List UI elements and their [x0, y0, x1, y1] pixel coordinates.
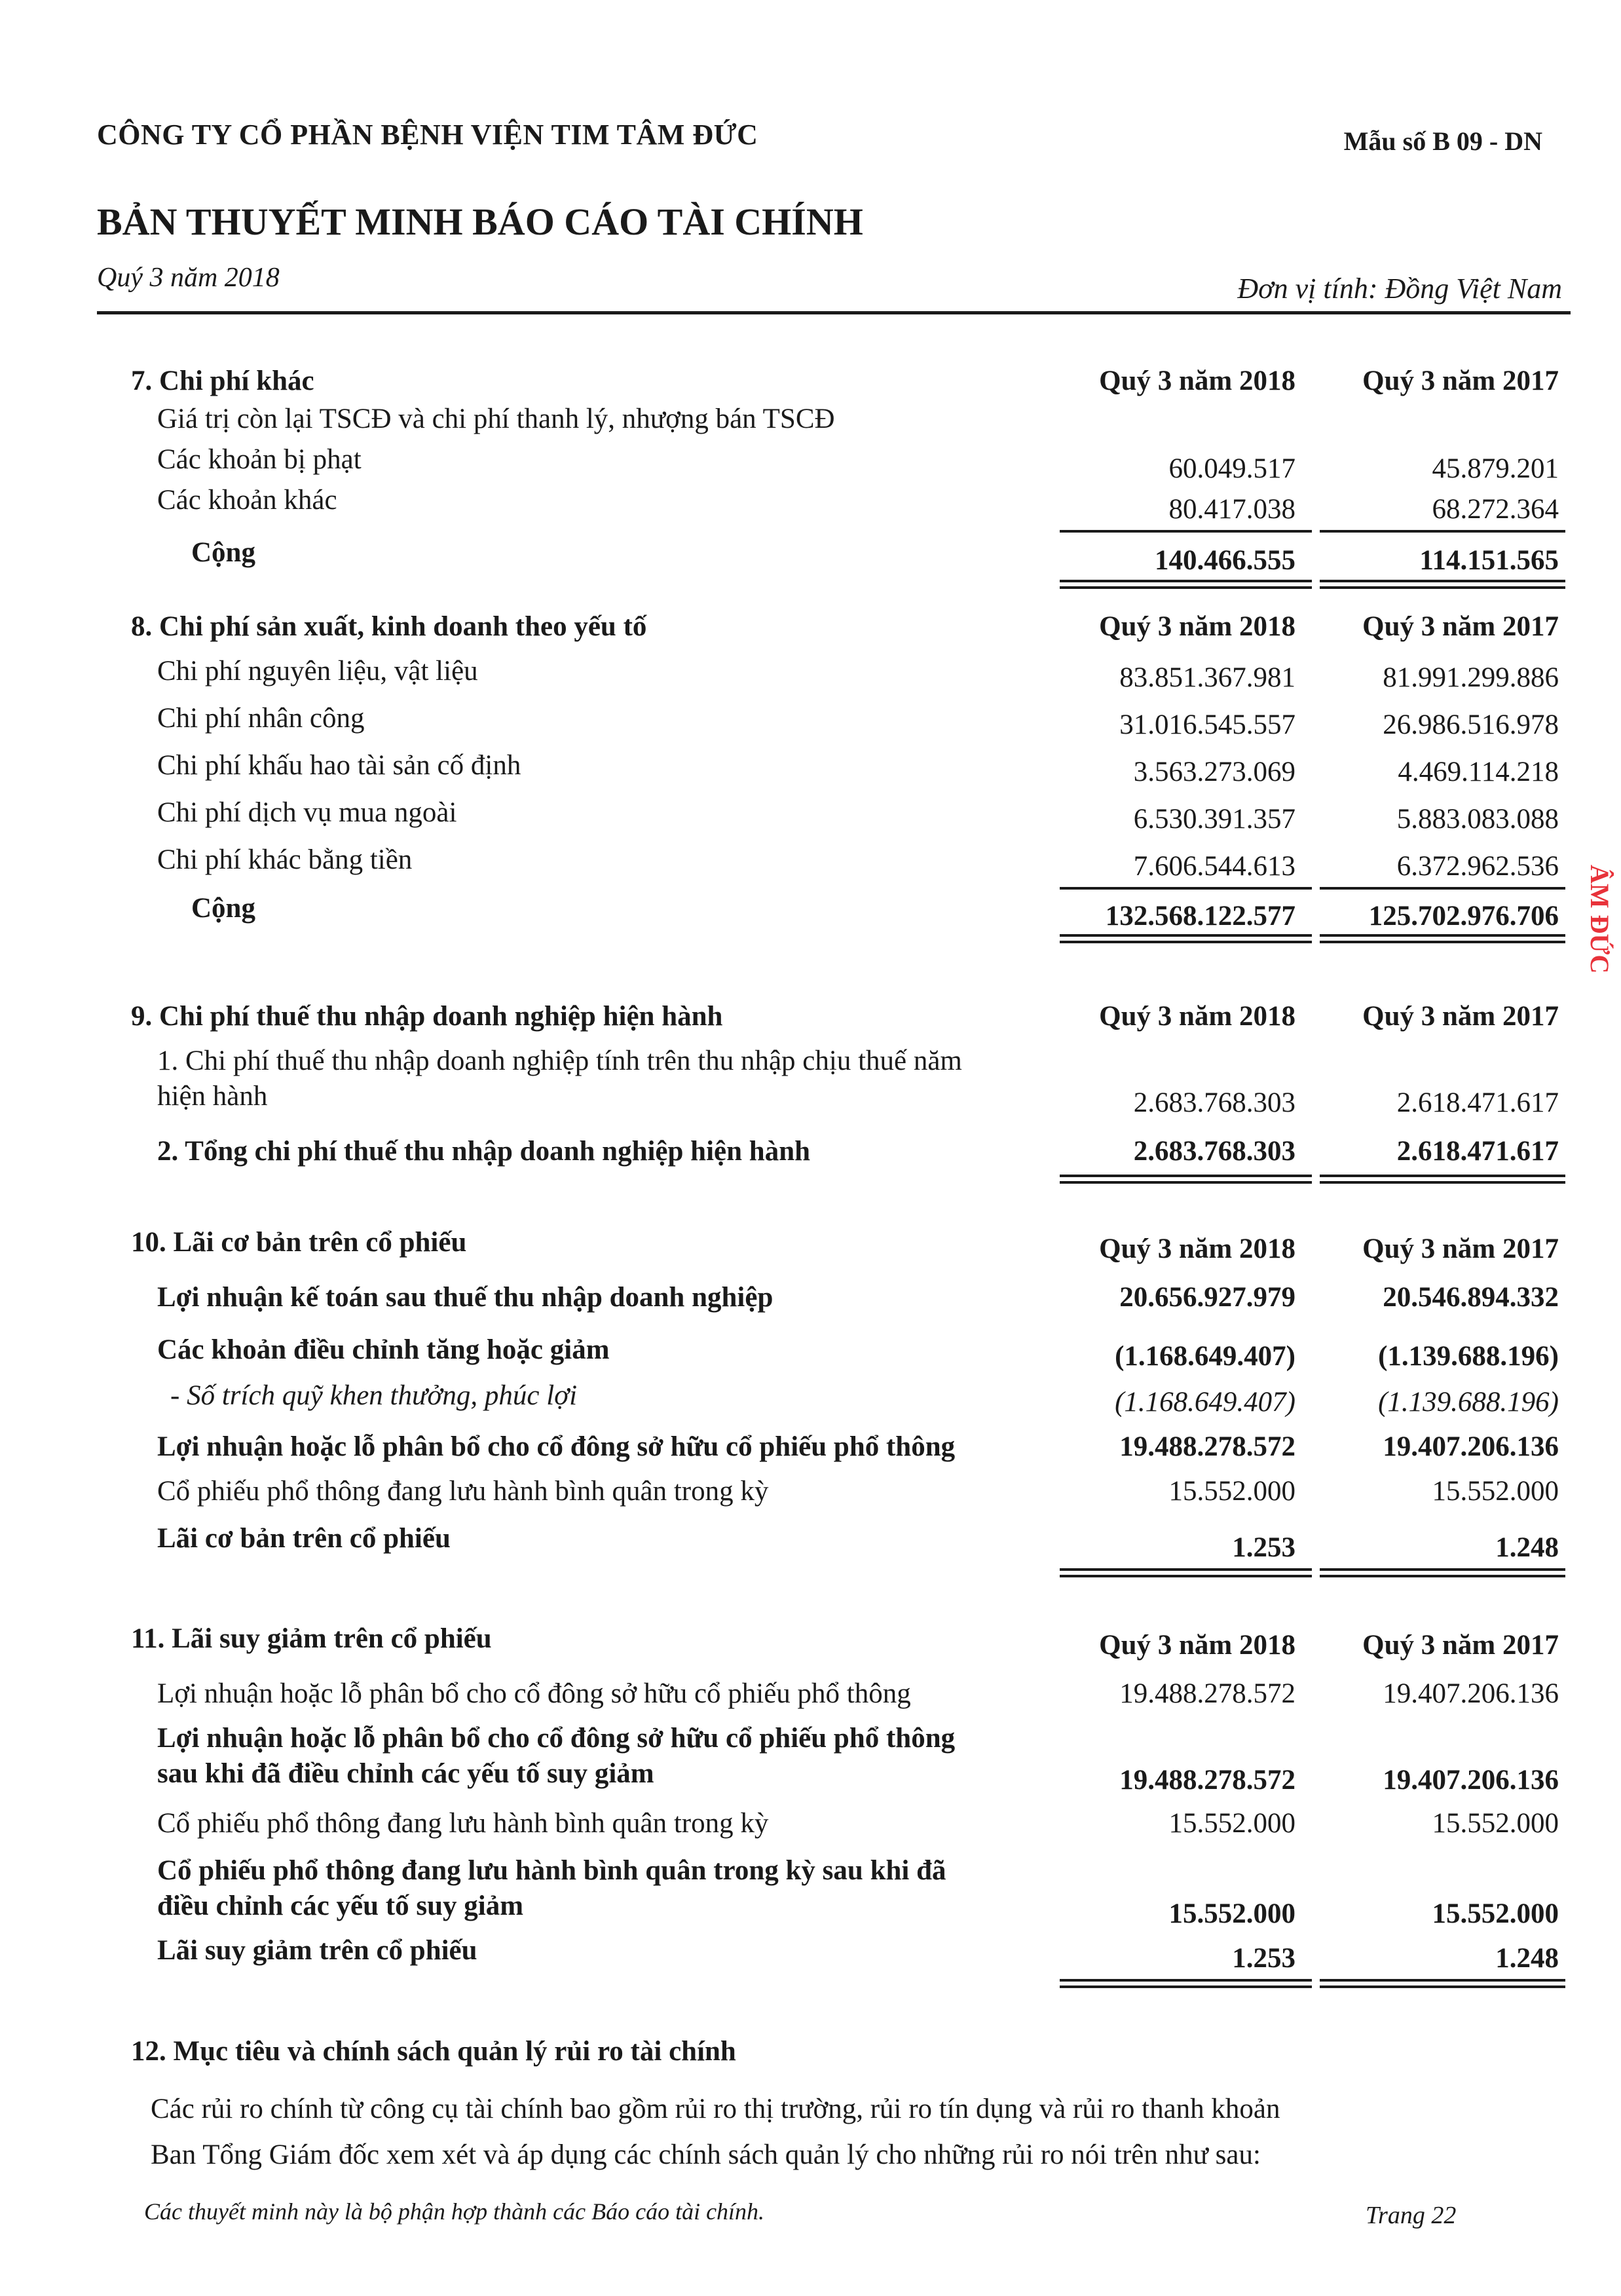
col-header-2018: Quý 3 năm 2018 — [1099, 611, 1295, 642]
table-row — [118, 442, 1565, 484]
section-header — [118, 1621, 1565, 1661]
value-2017: 68.272.364 — [1432, 494, 1559, 525]
row-label: Lãi suy giảm trên cổ phiếu — [157, 1935, 477, 1966]
form-number: Mẫu số B 09 - DN — [1343, 126, 1542, 156]
total-2018: 132.568.122.577 — [1105, 901, 1295, 932]
value-2017: 26.986.516.978 — [1383, 709, 1559, 740]
page-number: Trang 22 — [1366, 2202, 1457, 2229]
col-header-2017: Quý 3 năm 2017 — [1362, 1233, 1559, 1264]
row-label — [118, 1721, 1034, 1792]
total-row — [118, 1134, 1565, 1169]
value-2018: 15.552.000 — [1168, 1476, 1295, 1507]
row-label-line2: sau khi đã điều chỉnh các yếu tố suy giảm — [157, 1758, 654, 1789]
row-label: Các khoản khác — [157, 485, 337, 516]
total-row — [118, 535, 1565, 576]
value-2018: 60.049.517 — [1168, 453, 1295, 484]
col-header-2017: Quý 3 năm 2017 — [1362, 1630, 1559, 1661]
section-header — [118, 2034, 1565, 2069]
section-header — [118, 364, 1565, 399]
table-row — [118, 1721, 1565, 1796]
col-header-2017: Quý 3 năm 2017 — [1362, 611, 1559, 642]
row-label-line1: 1. Chi phí thuế thu nhập doanh nghiệp tính trên thu nhập chịu thuế năm — [157, 1045, 962, 1076]
value-2018: 19.488.278.572 — [1119, 1765, 1295, 1796]
value-2018: 83.851.367.981 — [1119, 662, 1295, 693]
total-double-rule — [118, 1568, 1565, 1577]
value-2018: 19.488.278.572 — [1119, 1431, 1295, 1462]
value-2018: 20.656.927.979 — [1119, 1282, 1295, 1313]
subtotal-rule — [118, 887, 1565, 890]
section-title: 7. Chi phí khác — [131, 366, 314, 396]
section-title: 10. Lãi cơ bản trên cổ phiếu — [131, 1227, 467, 1258]
table-row — [118, 1474, 1565, 1509]
value-2017: 20.546.894.332 — [1383, 1282, 1559, 1313]
section-title: 8. Chi phí sản xuất, kinh doanh theo yếu tố — [131, 611, 647, 642]
row-label: Lợi nhuận kế toán sau thuế thu nhập doanh nghiệp — [157, 1282, 773, 1313]
value-2018: (1.168.649.407) — [1115, 1341, 1295, 1372]
table-row — [118, 1429, 1565, 1465]
value-2017: 45.879.201 — [1432, 453, 1559, 484]
row-label: Chi phí dịch vụ mua ngoài — [157, 797, 457, 828]
value-2018: 31.016.545.557 — [1119, 709, 1295, 740]
value-2017: 15.552.000 — [1432, 1808, 1559, 1839]
total-2017: 1.248 — [1495, 1943, 1559, 1974]
value-2017: 15.552.000 — [1432, 1898, 1559, 1929]
section-title: 9. Chi phí thuế thu nhập doanh nghiệp hiện hành — [131, 1001, 723, 1032]
total-double-rule — [118, 934, 1565, 943]
total-2017: 114.151.565 — [1419, 545, 1559, 576]
value-2017: 5.883.083.088 — [1396, 804, 1559, 835]
value-2018: 2.683.768.303 — [1133, 1087, 1295, 1118]
paragraph: Các rủi ro chính từ công cụ tài chính bao gồm rủi ro thị trường, rủi ro tín dụng và rủi ro thanh khoản — [151, 2094, 1280, 2124]
paragraph: Ban Tổng Giám đốc xem xét và áp dụng các chính sách quản lý cho những rủi ro nói trên như sau: — [151, 2139, 1261, 2170]
table-row — [118, 748, 1565, 787]
row-label-line2: điều chỉnh các yếu tố suy giảm — [157, 1891, 524, 1921]
subtotal-rule — [118, 530, 1565, 533]
value-2018: 7.606.544.613 — [1133, 851, 1295, 882]
row-label — [118, 1044, 1034, 1114]
total-2018: 1.253 — [1232, 1943, 1295, 1974]
value-2017: 19.407.206.136 — [1383, 1431, 1559, 1462]
row-label: Các khoản bị phạt — [157, 444, 362, 475]
table-row — [118, 402, 1565, 437]
section-header — [118, 609, 1565, 645]
value-2018: (1.168.649.407) — [1115, 1387, 1295, 1418]
total-label: Cộng — [191, 537, 255, 568]
total-double-rule — [118, 580, 1565, 589]
total-2018: 140.466.555 — [1155, 545, 1295, 576]
row-label-line1: Lợi nhuận hoặc lỗ phân bổ cho cổ đông sở hữu cổ phiếu phổ thông — [157, 1723, 956, 1754]
total-2017: 1.248 — [1495, 1532, 1559, 1563]
value-2017: 81.991.299.886 — [1383, 662, 1559, 693]
row-label: Cổ phiếu phổ thông đang lưu hành bình quân trong kỳ — [157, 1808, 769, 1839]
company-stamp-fragment: ÂM ĐỨC — [1585, 865, 1614, 974]
total-2018: 1.253 — [1232, 1532, 1295, 1563]
col-header-2018: Quý 3 năm 2018 — [1099, 1630, 1295, 1661]
table-row — [118, 1853, 1565, 1929]
total-2017: 2.618.471.617 — [1396, 1136, 1559, 1167]
row-label-line1: Cổ phiếu phổ thông đang lưu hành bình quân trong kỳ sau khi đã — [157, 1855, 946, 1886]
col-header-2017: Quý 3 năm 2017 — [1362, 1001, 1559, 1032]
row-label: Chi phí khác bằng tiền — [157, 844, 413, 875]
section-8-production-costs — [118, 609, 1565, 943]
company-name: CÔNG TY CỔ PHẦN BỆNH VIỆN TIM TÂM ĐỨC — [97, 119, 758, 151]
total-double-rule — [118, 1175, 1565, 1184]
value-2017: (1.139.688.196) — [1378, 1341, 1559, 1372]
value-2017: 4.469.114.218 — [1398, 757, 1559, 787]
value-2017: 19.407.206.136 — [1383, 1678, 1559, 1709]
col-header-2018: Quý 3 năm 2018 — [1099, 366, 1295, 396]
row-label: 2. Tổng chi phí thuế thu nhập doanh nghiệp hiện hành — [157, 1136, 811, 1167]
total-2017: 125.702.976.706 — [1368, 901, 1559, 932]
table-row — [118, 701, 1565, 740]
table-row — [118, 483, 1565, 525]
table-row — [118, 1806, 1565, 1841]
row-label: Lãi cơ bản trên cổ phiếu — [157, 1523, 451, 1554]
table-row — [118, 1044, 1565, 1118]
value-2017: 6.372.962.536 — [1396, 851, 1559, 882]
value-2017: (1.139.688.196) — [1378, 1387, 1559, 1418]
row-label: Chi phí nhân công — [157, 703, 365, 734]
row-label: Lợi nhuận hoặc lỗ phân bổ cho cổ đông sở hữu cổ phiếu phổ thông — [157, 1678, 911, 1709]
total-label: Cộng — [191, 893, 255, 924]
row-label: Chi phí nguyên liệu, vật liệu — [157, 656, 478, 687]
row-label: Lợi nhuận hoặc lỗ phân bổ cho cổ đông sở hữu cổ phiếu phổ thông — [157, 1431, 956, 1462]
row-label: Các khoản điều chỉnh tăng hoặc giảm — [157, 1334, 610, 1365]
section-header — [118, 1225, 1565, 1264]
row-label: Giá trị còn lại TSCĐ và chi phí thanh lý, nhượng bán TSCĐ — [157, 404, 835, 434]
value-2017: 2.618.471.617 — [1396, 1087, 1559, 1118]
value-2018: 15.552.000 — [1168, 1898, 1295, 1929]
row-label: Cổ phiếu phổ thông đang lưu hành bình quân trong kỳ — [157, 1476, 769, 1507]
table-row — [118, 1378, 1565, 1418]
row-label: Chi phí khấu hao tài sản cố định — [157, 750, 521, 781]
row-label-line2: hiện hành — [157, 1081, 268, 1112]
value-2017: 19.407.206.136 — [1383, 1765, 1559, 1796]
value-2018: 6.530.391.357 — [1133, 804, 1295, 835]
report-period: Quý 3 năm 2018 — [97, 263, 280, 293]
section-header — [118, 999, 1565, 1034]
row-label — [118, 1853, 1034, 1924]
total-row — [118, 1521, 1565, 1563]
section-11-diluted-eps — [118, 1621, 1565, 1988]
document-title: BẢN THUYẾT MINH BÁO CÁO TÀI CHÍNH — [97, 200, 863, 243]
value-2018: 15.552.000 — [1168, 1808, 1295, 1839]
col-header-2018: Quý 3 năm 2018 — [1099, 1233, 1295, 1264]
value-2017: 15.552.000 — [1432, 1476, 1559, 1507]
table-row — [118, 795, 1565, 835]
total-2018: 2.683.768.303 — [1133, 1136, 1295, 1167]
table-row — [118, 1332, 1565, 1372]
header-divider — [97, 311, 1571, 314]
total-row — [118, 891, 1565, 932]
table-row — [118, 654, 1565, 693]
section-9-corporate-income-tax — [118, 999, 1565, 1184]
section-title: 12. Mục tiêu và chính sách quản lý rủi ro tài chính — [131, 2036, 736, 2067]
section-7-other-expenses — [118, 364, 1565, 589]
section-10-basic-eps — [118, 1225, 1565, 1577]
total-row — [118, 1933, 1565, 1974]
col-header-2018: Quý 3 năm 2018 — [1099, 1001, 1295, 1032]
table-row — [118, 1676, 1565, 1712]
row-label: - Số trích quỹ khen thưởng, phúc lợi — [170, 1380, 578, 1411]
value-2018: 19.488.278.572 — [1119, 1678, 1295, 1709]
section-12-risk-management — [118, 2034, 1565, 2069]
footer-note: Các thuyết minh này là bộ phận hợp thành các Báo cáo tài chính. — [144, 2198, 765, 2225]
value-2018: 3.563.273.069 — [1133, 757, 1295, 787]
col-header-2017: Quý 3 năm 2017 — [1362, 366, 1559, 396]
currency-unit: Đơn vị tính: Đồng Việt Nam — [1237, 273, 1562, 305]
total-double-rule — [118, 1979, 1565, 1988]
table-row — [118, 842, 1565, 882]
section-title: 11. Lãi suy giảm trên cổ phiếu — [131, 1623, 492, 1654]
table-row — [118, 1280, 1565, 1315]
value-2018: 80.417.038 — [1168, 494, 1295, 525]
